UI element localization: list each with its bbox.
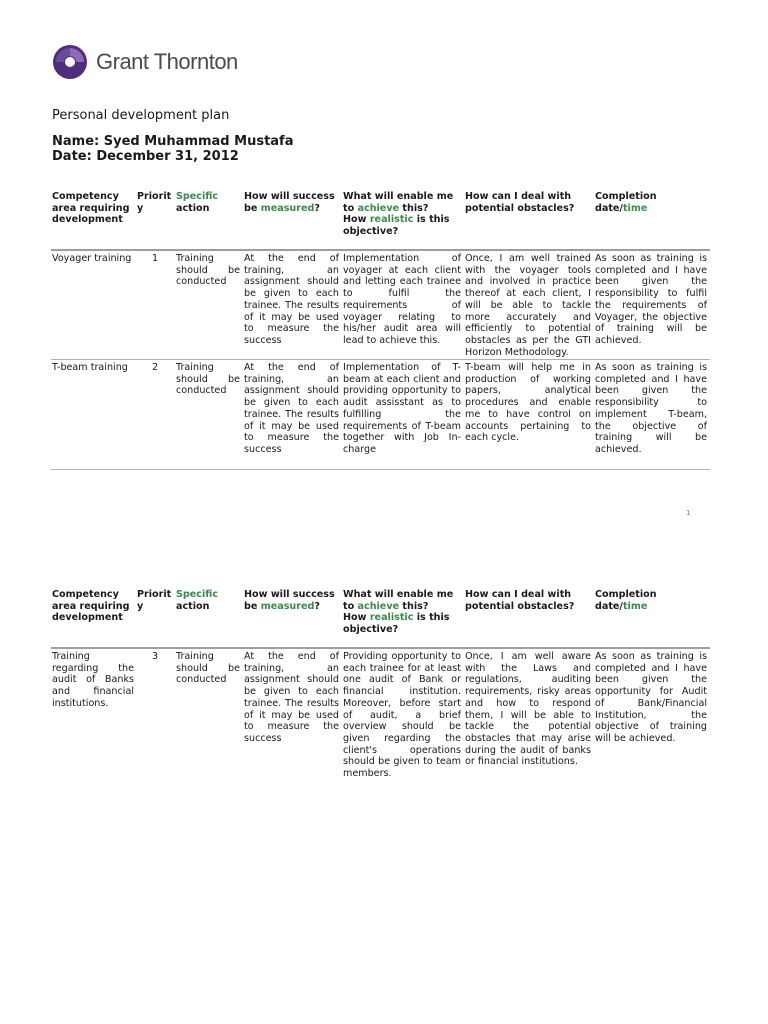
logo-wordmark: Grant Thornton xyxy=(96,49,238,74)
cell-measured: At the end of training, an assignment should be given to each trainee. The results of it may be used to measure the success xyxy=(244,651,339,744)
header-measured-word: measured xyxy=(260,202,315,214)
header-enable-text: What will enable me to xyxy=(343,191,454,214)
header-priority: Priority xyxy=(137,191,172,214)
header-measured xyxy=(243,589,342,647)
header-specific-word: Specific xyxy=(176,191,219,202)
cell-competency: T-beam training xyxy=(52,362,128,373)
header-achieve-word: achieve xyxy=(357,600,400,612)
table-row xyxy=(51,359,710,469)
cell-completion: As soon as training is completed and I have been given the responsibility to implement T-beam, the objective of training will be achieved. xyxy=(595,362,707,455)
table-bottom-rule xyxy=(51,469,710,470)
cell-competency: Voyager training xyxy=(52,253,132,264)
table-header-row xyxy=(51,589,710,647)
header-enable-text-2: this? xyxy=(399,202,429,214)
header-enable-text-3: How xyxy=(343,612,370,624)
cell-action: Training should be conducted xyxy=(176,362,240,397)
header-success-text: How will success be xyxy=(244,191,335,214)
header-measured xyxy=(243,191,342,249)
header-enable-text-4: is this objective? xyxy=(343,612,450,636)
cell-measured: At the end of training, an assignment should be given to each trainee. The results of it may be used to measure the success xyxy=(244,362,339,455)
cell-competency: Training regarding the audit of Banks and financial institutions. xyxy=(52,651,134,709)
header-obstacles: How can I deal with potential obstacles? xyxy=(465,191,575,214)
cell-completion: As soon as training is completed and I have been given the responsibility to fulfil the requirements of Voyager, the objective of training will be achieved. xyxy=(595,253,707,346)
header-action xyxy=(175,589,243,647)
plan-date: Date: December 31, 2012 xyxy=(52,149,239,164)
header-obstacles: How can I deal with potential obstacles? xyxy=(465,589,575,612)
header-enable xyxy=(342,191,464,249)
cell-obstacles: Once, I am well trained with the voyager tools and involved in practice thereof at each client, I will be able to tackle more accurately and efficiently to potential obstacles as per the GTI Horizon Methodology. xyxy=(465,253,591,358)
cell-action: Training should be conducted xyxy=(176,651,240,686)
cell-obstacles: T-beam will help me in production of working papers, analytical procedures and enable me to have control on accounts pertaining to each cycle. xyxy=(465,362,591,444)
header-enable xyxy=(342,589,464,647)
company-logo xyxy=(52,44,238,80)
page-number: 1 xyxy=(686,509,691,517)
cell-enable: Implementation of T-beam at each client and providing opportunity to audit assisstant as to fulfilling the requirements of T-beam together with Job In-charge xyxy=(343,362,461,455)
header-success-end: ? xyxy=(314,600,320,612)
header-time-word: time xyxy=(622,202,648,214)
header-enable-text-4: is this objective? xyxy=(343,214,450,238)
cell-priority: 2 xyxy=(151,362,159,373)
cell-priority: 1 xyxy=(151,253,159,264)
header-success-text: How will success be xyxy=(244,589,335,612)
header-completion-text: Completion date/ xyxy=(595,589,657,612)
table-row xyxy=(51,647,710,791)
header-completion xyxy=(594,191,710,249)
header-action-word: action xyxy=(176,600,210,612)
cell-obstacles: Once, I am well aware with the Laws and regulations, auditing requirements, risky areas and how to respond them, I will be able to tackle the potential obstacles that may arise during the audit of banks or financial institutions. xyxy=(465,651,591,768)
header-action xyxy=(175,191,243,249)
header-specific-word: Specific xyxy=(176,589,219,600)
header-priority: Priority xyxy=(137,589,172,612)
cell-enable: Implementation of voyager at each client and letting each trainee to fulfil the requirements of voyager relating to his/her audit area will lead to achieve this. xyxy=(343,253,461,346)
cell-measured: At the end of training, an assignment should be given to each trainee. The results of it may be used to measure the success xyxy=(244,253,339,346)
header-enable-text-2: this? xyxy=(399,600,429,612)
cell-action: Training should be conducted xyxy=(176,253,240,288)
header-competency: Competency area requiring development xyxy=(52,191,130,226)
development-plan-table-2 xyxy=(51,589,710,791)
header-completion xyxy=(594,589,710,647)
header-completion-text: Completion date/ xyxy=(595,191,657,214)
development-plan-table-1 xyxy=(51,191,710,470)
header-realistic-word: realistic xyxy=(369,612,414,624)
table-header-row xyxy=(51,191,710,249)
header-achieve-word: achieve xyxy=(357,202,400,214)
header-realistic-word: realistic xyxy=(369,214,414,226)
header-enable-text: What will enable me to xyxy=(343,589,454,612)
header-measured-word: measured xyxy=(260,600,315,612)
header-enable-text-3: How xyxy=(343,214,370,226)
table-row xyxy=(51,249,710,359)
cell-priority: 3 xyxy=(151,651,159,662)
header-success-end: ? xyxy=(314,202,320,214)
document-title: Personal development plan xyxy=(52,108,230,123)
cell-enable: Providing opportunity to each trainee for at least one audit of Bank or financial institution. Moreover, before start of audit, a brief overview should be given regarding the client's operations should be given to team members. xyxy=(343,651,461,780)
header-competency: Competency area requiring development xyxy=(52,589,130,624)
grant-thornton-logo-icon xyxy=(52,44,88,80)
header-time-word: time xyxy=(622,600,648,612)
header-action-word: action xyxy=(176,202,210,214)
cell-completion: As soon as training is completed and I have been given the opportunity for Audit of Bank/Financial Institution, the objective of training will be achieved. xyxy=(595,651,707,744)
employee-name: Name: Syed Muhammad Mustafa xyxy=(52,134,294,149)
